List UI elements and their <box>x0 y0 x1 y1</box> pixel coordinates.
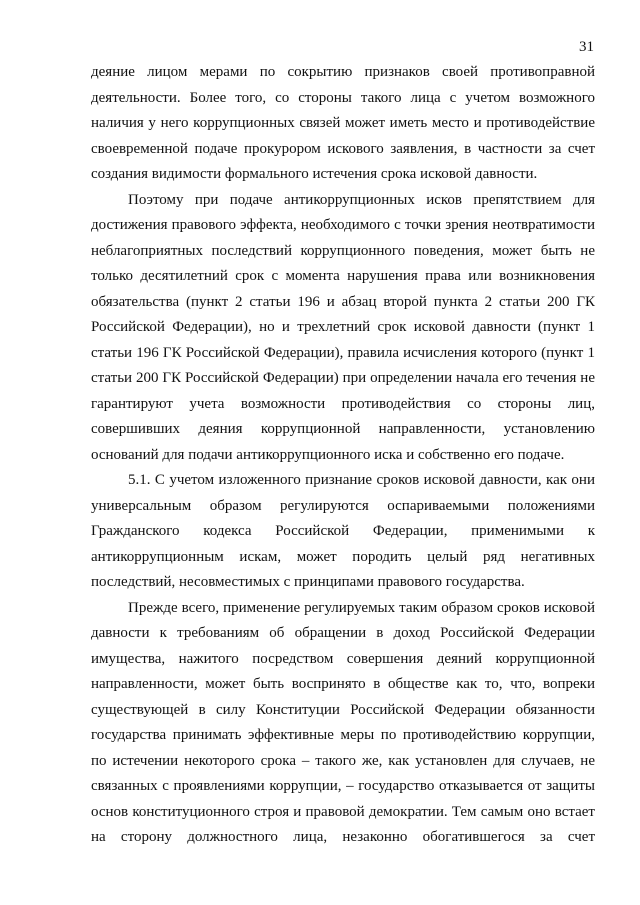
paragraph <box>91 468 595 596</box>
text-line: деятельности. Более того, со стороны такого лица с учетом возможного <box>91 89 595 106</box>
text-line: Поэтому при подаче антикоррупционных исков препятствием для <box>128 191 595 208</box>
text-line: Гражданского кодекса Российской Федерации, применимыми к <box>91 523 595 539</box>
text-line: только десятилетний срок с момента нарушения права или возникновения <box>91 268 595 284</box>
text-line: государства принимать эффективные меры по противодействию коррупции, <box>91 727 595 743</box>
page-number: 31 <box>579 39 594 55</box>
text-line: на сторону должностного лица, незаконно обогатившегося за счет <box>91 829 595 845</box>
text-line: имущества, нажитого посредством совершения деяний коррупционной <box>91 650 595 667</box>
text-line: существующей в силу Конституции Российской Федерации обязанности <box>91 701 595 718</box>
text-line: достижения правового эффекта, необходимого с точки зрения неотвратимости <box>91 217 595 233</box>
text-line: 5.1. С учетом изложенного признание сроков исковой давности, как они <box>128 472 595 488</box>
text-line: наличия у него коррупционных связей может иметь место и противодействие <box>91 115 595 131</box>
text-line: связанных с проявлениями коррупции, – государство отказывается от защиты <box>91 778 595 794</box>
text-line: оснований для подачи антикоррупционного иска и собственно его подаче. <box>91 446 565 463</box>
text-line: обязательства (пункт 2 статьи 196 и абзац второй пункта 2 статьи 200 ГК <box>91 293 595 310</box>
paragraph <box>91 188 595 469</box>
text-line: статьи 200 ГК Российской Федерации) при определении начала его течения не <box>91 370 595 386</box>
text-line: деяние лицом мерами по сокрытию признаков своей противоправной <box>91 64 595 80</box>
text-line: последствий, несовместимых с принципами правового государства. <box>91 574 525 590</box>
text-line: направленности, может быть воспринято в обществе как то, что, вопреки <box>91 676 595 692</box>
paragraph <box>91 60 595 188</box>
text-line: создания видимости формального истечения срока исковой давности. <box>91 166 538 182</box>
text-line: Российской Федерации), но и трехлетний срок исковой давности (пункт 1 <box>91 319 595 335</box>
text-line: неблагоприятных последствий коррупционного поведения, может быть не <box>91 242 595 259</box>
text-line: антикоррупционным искам, может породить целый ряд негативных <box>91 548 595 565</box>
text-line: универсальным образом регулируются оспариваемыми положениями <box>91 497 595 514</box>
text-line: по истечении некоторого срока – такого же, как установлен для случаев, не <box>91 752 595 769</box>
text-body <box>91 60 595 851</box>
text-line: статьи 196 ГК Российской Федерации), правила исчисления которого (пункт 1 <box>91 344 595 361</box>
text-line: совершивших деяния коррупционной направленности, установлению <box>91 421 595 437</box>
text-line: основ конституционного строя и правовой демократии. Тем самым оно встает <box>91 803 595 820</box>
text-line: своевременной подаче прокурором искового заявления, в частности за счет <box>91 140 595 157</box>
paragraph <box>91 596 595 851</box>
text-line: гарантируют учета возможности противодействия со стороны лиц, <box>91 395 595 412</box>
text-line: Прежде всего, применение регулируемых таким образом сроков исковой <box>128 599 595 616</box>
text-line: давности к требованиям об обращении в доход Российской Федерации <box>91 625 595 641</box>
